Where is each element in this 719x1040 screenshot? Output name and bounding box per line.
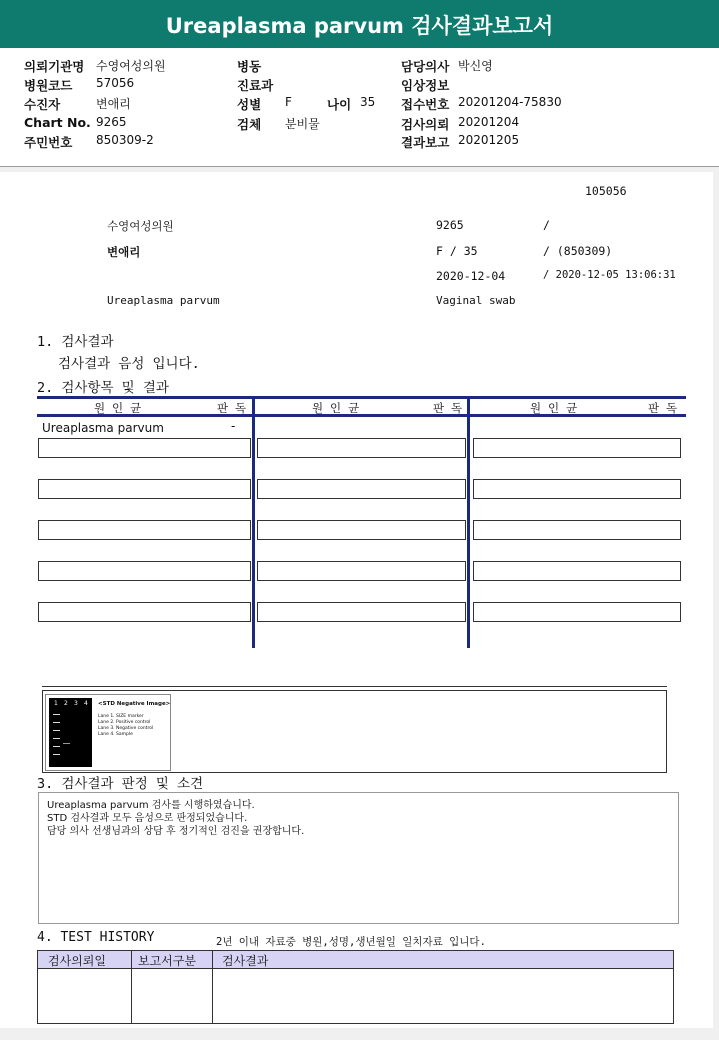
section1-title: 1. 검사결과: [37, 334, 114, 350]
row-pathogen: Ureaplasma parvum: [42, 421, 164, 435]
gel-legend-item: Lane 3. Negative control: [98, 726, 154, 731]
sheet-chart: 9265: [436, 218, 464, 232]
result-cell: [257, 520, 466, 540]
chart-value: 9265: [96, 115, 127, 129]
sheet-code: 105056: [585, 184, 627, 198]
section1-result-text: 검사결과 음성 입니다.: [58, 356, 200, 372]
gel-title: <STD Negative Image>: [98, 701, 171, 707]
institution-value: 수영여성의원: [96, 59, 166, 73]
column-divider-2: [467, 396, 470, 648]
col-judge-header-3: 판 독: [648, 401, 678, 415]
column-divider-1: [252, 396, 255, 648]
gel-legend-item: Lane 1. SIZE marker: [98, 714, 144, 719]
history-table-body: [37, 968, 674, 1024]
history-note: 2년 이내 자료중 병원,성명,생년월일 일치자료 입니다.: [216, 936, 486, 948]
result-cell: [473, 438, 681, 458]
sheet-test-name: Ureaplasma parvum: [107, 294, 220, 307]
report-header: [0, 48, 719, 167]
gel-top-rule: [42, 686, 667, 687]
result-cell: [257, 438, 466, 458]
hospital-code-label: 병원코드: [24, 78, 73, 93]
institution-label: 의뢰기관명: [24, 59, 85, 74]
sheet-specimen: Vaginal swab: [436, 294, 516, 307]
chart-label: Chart No.: [24, 115, 91, 130]
result-cell: [38, 561, 251, 581]
result-cell: [473, 561, 681, 581]
row-result: -: [231, 419, 236, 433]
sheet-patient: 변애리: [107, 245, 141, 259]
report-label: 결과보고: [401, 135, 450, 150]
history-col-divider: [131, 950, 132, 1024]
result-cell: [473, 520, 681, 540]
sheet-slash: /: [543, 218, 550, 232]
request-label: 검사의뢰: [401, 117, 450, 132]
sheet-sex-age: F / 35: [436, 244, 478, 258]
opinion-line: Ureaplasma parvum 검사를 시행하였습니다.: [47, 800, 255, 811]
section3-title: 3. 검사결과 판정 및 소견: [37, 776, 204, 792]
col-pathogen-header-1: 원 인 균: [94, 401, 142, 415]
opinion-line: 담당 의사 선생님과의 상담 후 정기적인 검진을 권장합니다.: [47, 826, 305, 837]
result-cell: [38, 602, 251, 622]
history-col-request-date: 검사의뢰일: [48, 954, 106, 968]
lane-number: 3: [74, 700, 78, 707]
sheet-request-date: 2020-12-04: [436, 269, 506, 283]
lane-number: 4: [84, 700, 88, 707]
history-col-result: 검사결과: [222, 954, 269, 968]
section2-title: 2. 검사항목 및 결과: [37, 380, 169, 396]
result-cell: [257, 602, 466, 622]
result-cell: [473, 479, 681, 499]
patient-value: 변애리: [96, 97, 131, 111]
col-pathogen-header-3: 원 인 균: [530, 401, 578, 415]
result-cell: [38, 520, 251, 540]
resident-label: 주민번호: [24, 135, 73, 150]
age-label: 나이: [327, 97, 352, 112]
sheet-institution: 수영여성의원: [107, 219, 174, 233]
history-col-report-type: 보고서구분: [138, 954, 196, 968]
gel-legend-item: Lane 4. Sample: [98, 732, 133, 737]
result-cell: [38, 479, 251, 499]
gel-photo: [49, 698, 92, 767]
dept-label: 진료과: [237, 78, 274, 93]
age-value: 35: [360, 95, 376, 109]
gel-image: [45, 694, 171, 771]
report-value: 20201205: [458, 133, 520, 147]
result-cell: [473, 602, 681, 622]
opinion-line: STD 검사결과 모두 음성으로 판정되었습니다.: [47, 813, 248, 824]
specimen-value: 분비물: [285, 117, 320, 131]
section4-title: 4. TEST HISTORY: [37, 930, 155, 945]
lane-number: 2: [64, 700, 68, 707]
sheet-birth: / (850309): [543, 244, 613, 258]
doctor-value: 박신영: [458, 59, 493, 73]
clinical-label: 임상정보: [401, 78, 450, 93]
hospital-code-value: 57056: [96, 76, 135, 90]
sex-value: F: [285, 95, 292, 109]
title-bar: [0, 0, 719, 48]
gel-legend-item: Lane 2. Positive control: [98, 720, 151, 725]
history-col-divider: [212, 950, 213, 1024]
doctor-label: 담당의사: [401, 59, 450, 74]
report-title: Ureaplasma parvum 검사결과보고서: [165, 14, 554, 38]
result-cell: [38, 438, 251, 458]
receipt-value: 20201204-75830: [458, 95, 562, 109]
patient-label: 수진자: [24, 97, 61, 112]
history-table-header: [37, 950, 674, 969]
table-top-rule: [37, 396, 686, 399]
request-value: 20201204: [458, 115, 520, 129]
result-cell: [257, 479, 466, 499]
specimen-label: 검체: [237, 117, 262, 132]
sex-label: 성별: [237, 97, 262, 112]
sheet-report-datetime: / 2020-12-05 13:06:31: [543, 269, 676, 281]
receipt-label: 접수번호: [401, 97, 450, 112]
col-pathogen-header-2: 원 인 균: [312, 401, 360, 415]
col-judge-header-2: 판 독: [433, 401, 463, 415]
resident-value: 850309-2: [96, 133, 154, 147]
opinion-box: [38, 792, 679, 924]
col-judge-header-1: 판 독: [217, 401, 247, 415]
result-cell: [257, 561, 466, 581]
ward-label: 병동: [237, 59, 262, 74]
lane-number: 1: [54, 700, 58, 707]
